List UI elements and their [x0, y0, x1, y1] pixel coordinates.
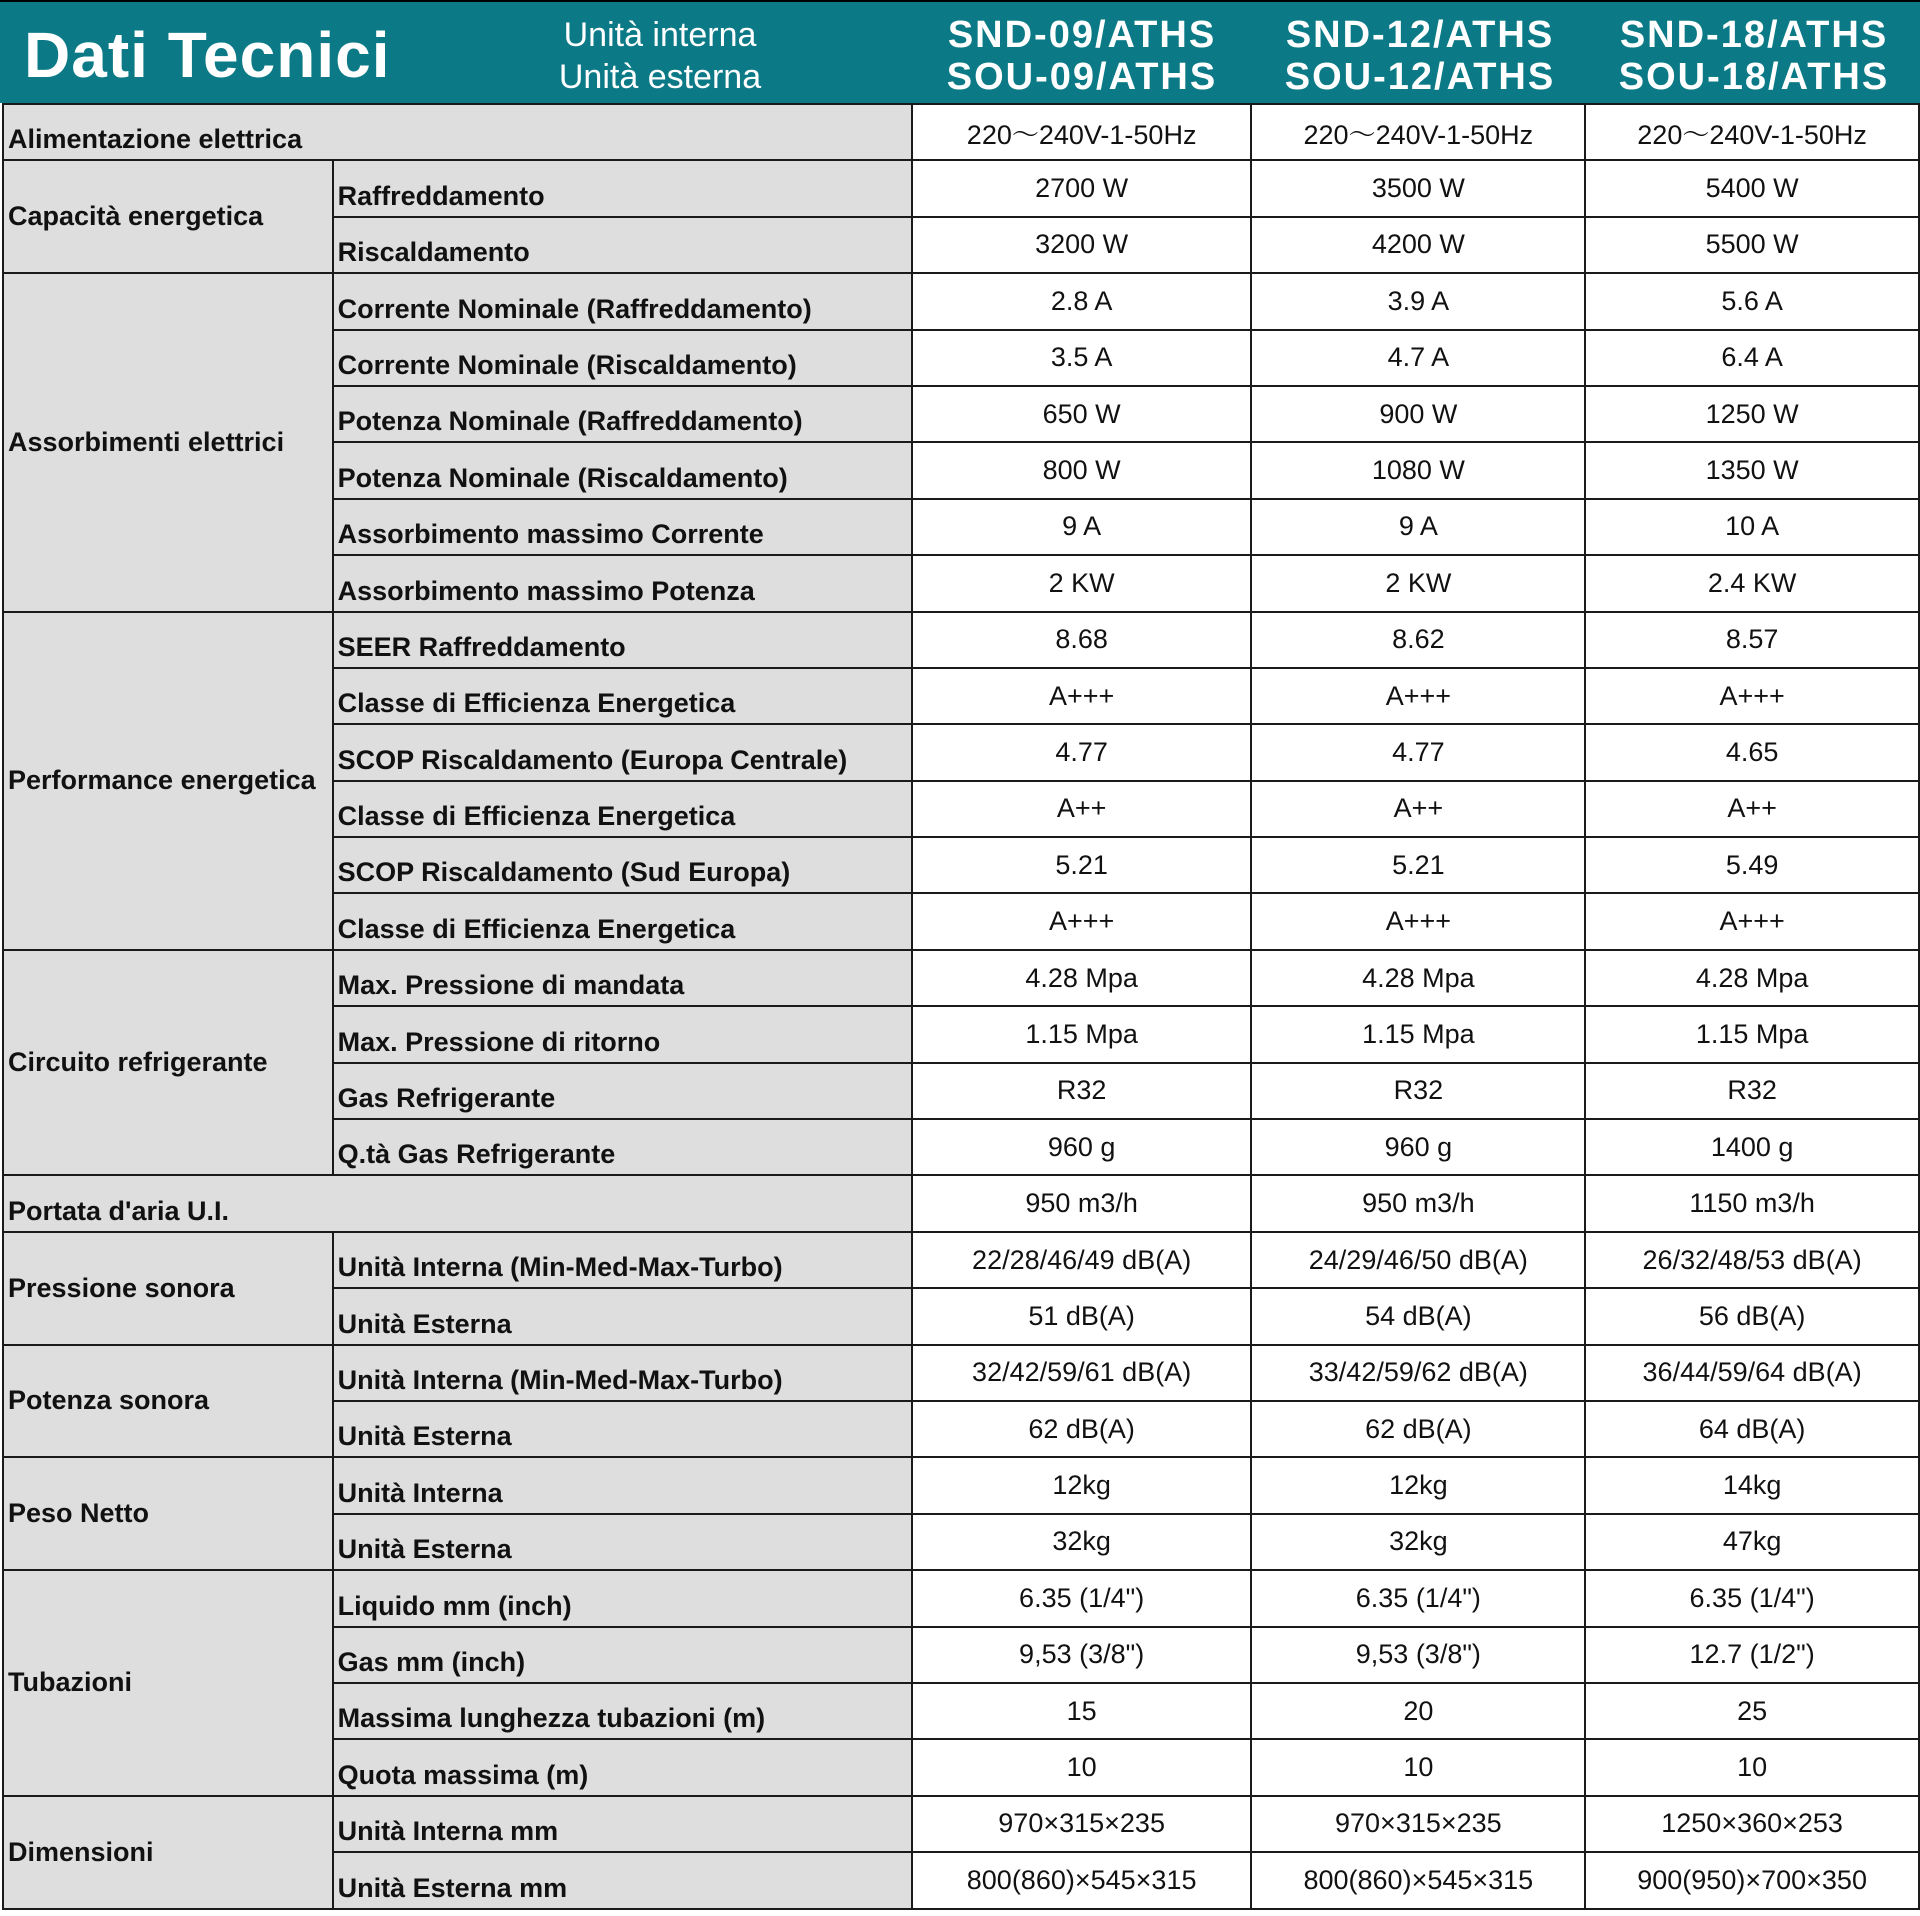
table-row — [3, 1175, 1919, 1231]
spec-value-model-3: A++ — [1585, 781, 1919, 837]
group-label: Peso Netto — [3, 1457, 333, 1570]
spec-value-model-2: A++ — [1251, 781, 1585, 837]
spec-value-model-1: 3.5 A — [912, 330, 1252, 386]
spec-value-model-1: 3200 W — [912, 217, 1252, 273]
spec-value-model-2: R32 — [1251, 1063, 1585, 1119]
spec-value-model-3: 47kg — [1585, 1514, 1919, 1570]
spec-value-model-2: 62 dB(A) — [1251, 1401, 1585, 1457]
spec-value-model-1: 32/42/59/61 dB(A) — [912, 1345, 1252, 1401]
model-outdoor-2: SOU-12/ATHS — [1284, 56, 1556, 98]
table-row — [3, 1232, 1919, 1288]
spec-label: Classe di Efficienza Energetica — [333, 668, 912, 724]
spec-label: Unità Esterna — [333, 1288, 912, 1344]
spec-value-model-2: 970×315×235 — [1251, 1796, 1585, 1852]
model-indoor-1: SND-09/ATHS — [947, 14, 1217, 56]
spec-label: Assorbimento massimo Potenza — [333, 555, 912, 611]
model-outdoor-3: SOU-18/ATHS — [1618, 56, 1890, 98]
spec-label: Unità Interna (Min-Med-Max-Turbo) — [333, 1345, 912, 1401]
spec-label: Raffreddamento — [333, 160, 912, 216]
spec-value-model-2: 54 dB(A) — [1251, 1288, 1585, 1344]
spec-value-model-3: 14kg — [1585, 1457, 1919, 1513]
spec-value-model-2: 1.15 Mpa — [1251, 1006, 1585, 1062]
table-row — [3, 273, 1919, 329]
spec-value-model-1: 6.35 (1/4") — [912, 1570, 1252, 1626]
spec-value-model-1: 1.15 Mpa — [912, 1006, 1252, 1062]
spec-label: Max. Pressione di mandata — [333, 950, 912, 1006]
spec-value-model-2: 20 — [1251, 1683, 1585, 1739]
spec-value-model-3: 220～240V-1-50Hz — [1585, 104, 1919, 160]
spec-value-model-1: 5.21 — [912, 837, 1252, 893]
spec-value-model-3: A+++ — [1585, 668, 1919, 724]
spec-label: Riscaldamento — [333, 217, 912, 273]
spec-value-model-3: 4.65 — [1585, 724, 1919, 780]
spec-value-model-3: 10 — [1585, 1739, 1919, 1795]
spec-value-model-2: 800(860)×545×315 — [1251, 1852, 1585, 1908]
group-label: Performance energetica — [3, 612, 333, 950]
spec-value-model-3: 5500 W — [1585, 217, 1919, 273]
spec-label: Unità Esterna mm — [333, 1852, 912, 1908]
spec-value-model-1: 9 A — [912, 499, 1252, 555]
table-row — [3, 160, 1919, 216]
spec-value-model-3: 10 A — [1585, 499, 1919, 555]
spec-value-model-2: 4.7 A — [1251, 330, 1585, 386]
spec-value-model-2: 220～240V-1-50Hz — [1251, 104, 1585, 160]
spec-value-model-3: 6.35 (1/4") — [1585, 1570, 1919, 1626]
spec-value-model-3: A+++ — [1585, 893, 1919, 949]
spec-value-model-1: 8.68 — [912, 612, 1252, 668]
spec-value-model-3: 36/44/59/64 dB(A) — [1585, 1345, 1919, 1401]
spec-value-model-2: A+++ — [1251, 893, 1585, 949]
spec-value-model-2: A+++ — [1251, 668, 1585, 724]
spec-value-model-3: 1.15 Mpa — [1585, 1006, 1919, 1062]
spec-value-model-1: 950 m3/h — [912, 1175, 1252, 1231]
group-label: Dimensioni — [3, 1796, 333, 1909]
spec-value-model-1: A++ — [912, 781, 1252, 837]
spec-value-model-2: 950 m3/h — [1251, 1175, 1585, 1231]
model-header-2 — [1252, 14, 1588, 98]
spec-value-model-2: 5.21 — [1251, 837, 1585, 893]
spec-value-model-3: 2.4 KW — [1585, 555, 1919, 611]
spec-value-model-2: 9 A — [1251, 499, 1585, 555]
spec-value-model-2: 12kg — [1251, 1457, 1585, 1513]
model-indoor-2: SND-12/ATHS — [1285, 14, 1555, 56]
spec-value-model-1: 2.8 A — [912, 273, 1252, 329]
spec-value-model-2: 4.28 Mpa — [1251, 950, 1585, 1006]
group-label: Alimentazione elettrica — [3, 104, 912, 160]
model-header-3 — [1588, 14, 1920, 98]
spec-value-model-1: 22/28/46/49 dB(A) — [912, 1232, 1252, 1288]
spec-value-model-2: 4.77 — [1251, 724, 1585, 780]
spec-value-model-1: 800 W — [912, 442, 1252, 498]
table-row — [3, 1457, 1919, 1513]
group-label: Circuito refrigerante — [3, 950, 333, 1176]
spec-value-model-3: 5.6 A — [1585, 273, 1919, 329]
spec-value-model-1: R32 — [912, 1063, 1252, 1119]
spec-value-model-2: 2 KW — [1251, 555, 1585, 611]
spec-value-model-1: 2 KW — [912, 555, 1252, 611]
table-row — [3, 612, 1919, 668]
model-outdoor-1: SOU-09/ATHS — [946, 56, 1218, 98]
spec-value-model-3: 1250 W — [1585, 386, 1919, 442]
spec-value-model-1: 970×315×235 — [912, 1796, 1252, 1852]
spec-value-model-1: A+++ — [912, 668, 1252, 724]
spec-label: SCOP Riscaldamento (Sud Europa) — [333, 837, 912, 893]
spec-label: Gas mm (inch) — [333, 1627, 912, 1683]
spec-value-model-2: 1080 W — [1251, 442, 1585, 498]
spec-label: Unità Esterna — [333, 1401, 912, 1457]
spec-value-model-2: 900 W — [1251, 386, 1585, 442]
spec-value-model-1: 9,53 (3/8") — [912, 1627, 1252, 1683]
spec-value-model-3: 1400 g — [1585, 1119, 1919, 1175]
spec-label: Max. Pressione di ritorno — [333, 1006, 912, 1062]
page-title: Dati Tecnici — [24, 19, 391, 91]
spec-label: Massima lunghezza tubazioni (m) — [333, 1683, 912, 1739]
model-header-1 — [912, 14, 1252, 98]
spec-value-model-1: A+++ — [912, 893, 1252, 949]
spec-value-model-2: 8.62 — [1251, 612, 1585, 668]
spec-value-model-3: 1150 m3/h — [1585, 1175, 1919, 1231]
spec-label: Unità Interna (Min-Med-Max-Turbo) — [333, 1232, 912, 1288]
spec-value-model-2: 960 g — [1251, 1119, 1585, 1175]
spec-label: Classe di Efficienza Energetica — [333, 781, 912, 837]
spec-value-model-1: 2700 W — [912, 160, 1252, 216]
spec-label: Corrente Nominale (Riscaldamento) — [333, 330, 912, 386]
spec-value-model-2: 24/29/46/50 dB(A) — [1251, 1232, 1585, 1288]
spec-value-model-2: 3500 W — [1251, 160, 1585, 216]
spec-label: Quota massima (m) — [333, 1739, 912, 1795]
spec-value-model-1: 960 g — [912, 1119, 1252, 1175]
spec-value-model-1: 650 W — [912, 386, 1252, 442]
table-row — [3, 950, 1919, 1006]
unit-labels — [520, 14, 800, 98]
spec-label: Liquido mm (inch) — [333, 1570, 912, 1626]
spec-value-model-1: 32kg — [912, 1514, 1252, 1570]
spec-label: SCOP Riscaldamento (Europa Centrale) — [333, 724, 912, 780]
spec-label: Q.tà Gas Refrigerante — [333, 1119, 912, 1175]
group-label: Portata d'aria U.I. — [3, 1175, 912, 1231]
spec-label: Unità Interna — [333, 1457, 912, 1513]
spec-value-model-3: 900(950)×700×350 — [1585, 1852, 1919, 1908]
spec-value-model-3: 4.28 Mpa — [1585, 950, 1919, 1006]
spec-label: Gas Refrigerante — [333, 1063, 912, 1119]
spec-value-model-3: 1250×360×253 — [1585, 1796, 1919, 1852]
spec-value-model-3: 56 dB(A) — [1585, 1288, 1919, 1344]
spec-value-model-2: 3.9 A — [1251, 273, 1585, 329]
spec-value-model-2: 10 — [1251, 1739, 1585, 1795]
unit-label-indoor: Unità interna — [563, 16, 757, 54]
spec-value-model-2: 4200 W — [1251, 217, 1585, 273]
spec-value-model-3: 6.4 A — [1585, 330, 1919, 386]
table-row — [3, 1570, 1919, 1626]
spec-label: Unità Esterna — [333, 1514, 912, 1570]
unit-label-outdoor: Unità esterna — [558, 58, 762, 96]
table-row — [3, 1796, 1919, 1852]
spec-value-model-1: 220～240V-1-50Hz — [912, 104, 1252, 160]
spec-value-model-3: 5400 W — [1585, 160, 1919, 216]
spec-value-model-1: 10 — [912, 1739, 1252, 1795]
group-label: Capacità energetica — [3, 160, 333, 273]
group-label: Potenza sonora — [3, 1345, 333, 1458]
spec-value-model-3: 26/32/48/53 dB(A) — [1585, 1232, 1919, 1288]
group-label: Assorbimenti elettrici — [3, 273, 333, 611]
spec-value-model-1: 51 dB(A) — [912, 1288, 1252, 1344]
spec-value-model-1: 15 — [912, 1683, 1252, 1739]
spec-value-model-3: 8.57 — [1585, 612, 1919, 668]
spec-value-model-3: 25 — [1585, 1683, 1919, 1739]
spec-value-model-3: 5.49 — [1585, 837, 1919, 893]
table-row — [3, 104, 1919, 160]
spec-value-model-1: 62 dB(A) — [912, 1401, 1252, 1457]
spec-table — [2, 103, 1920, 1910]
spec-value-model-1: 800(860)×545×315 — [912, 1852, 1252, 1908]
spec-label: Potenza Nominale (Raffreddamento) — [333, 386, 912, 442]
spec-value-model-1: 4.77 — [912, 724, 1252, 780]
group-label: Tubazioni — [3, 1570, 333, 1796]
spec-label: Classe di Efficienza Energetica — [333, 893, 912, 949]
header-bar — [0, 0, 1920, 103]
spec-label: Corrente Nominale (Raffreddamento) — [333, 273, 912, 329]
spec-value-model-2: 32kg — [1251, 1514, 1585, 1570]
spec-value-model-3: 64 dB(A) — [1585, 1401, 1919, 1457]
spec-value-model-3: 1350 W — [1585, 442, 1919, 498]
model-indoor-3: SND-18/ATHS — [1619, 14, 1889, 56]
spec-value-model-2: 9,53 (3/8") — [1251, 1627, 1585, 1683]
spec-label: Unità Interna mm — [333, 1796, 912, 1852]
spec-label: SEER Raffreddamento — [333, 612, 912, 668]
spec-label: Potenza Nominale (Riscaldamento) — [333, 442, 912, 498]
spec-value-model-2: 33/42/59/62 dB(A) — [1251, 1345, 1585, 1401]
spec-value-model-2: 6.35 (1/4") — [1251, 1570, 1585, 1626]
group-label: Pressione sonora — [3, 1232, 333, 1345]
spec-value-model-3: R32 — [1585, 1063, 1919, 1119]
spec-label: Assorbimento massimo Corrente — [333, 499, 912, 555]
spec-value-model-1: 4.28 Mpa — [912, 950, 1252, 1006]
spec-value-model-3: 12.7 (1/2") — [1585, 1627, 1919, 1683]
table-row — [3, 1345, 1919, 1401]
spec-value-model-1: 12kg — [912, 1457, 1252, 1513]
